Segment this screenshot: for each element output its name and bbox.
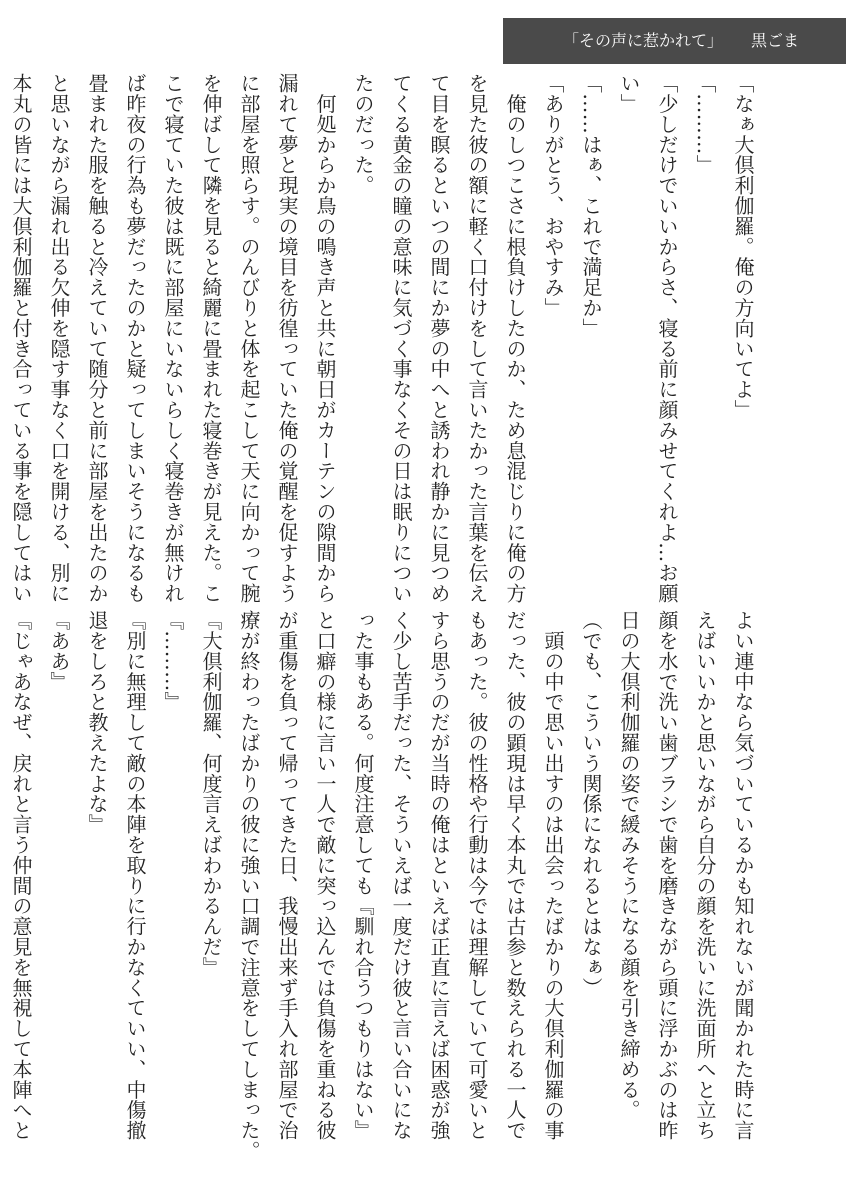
text-line: 「少しだけでいいからさ、寝る前に顔みせてくれよ…お願: [655, 73, 679, 604]
text-line: が重傷を負って帰ってきた日、我慢出来ず手入れ部屋で治: [275, 610, 299, 1141]
text-line: を伸ばして隣を見ると綺麗に畳まれた寝巻きが見えた。こ: [199, 73, 223, 604]
text-line: と思いながら漏れ出る欠伸を隠す事なく口を開ける、別に: [47, 73, 71, 604]
text-line: て目を瞑るといつの間にか夢の中へと誘われ静かに見つめ: [427, 73, 451, 604]
story-title: 「その声に惹かれて」: [563, 31, 724, 50]
text-line: 頭の中で思い出すのは出会ったばかりの大倶利伽羅の事: [541, 610, 565, 1141]
text-line: い」: [617, 73, 641, 114]
text-line: 『………』: [161, 610, 185, 712]
author-name: 黒ごま: [751, 31, 800, 50]
text-line: 本丸の皆には大倶利伽羅と付き合っている事を隠してはい: [9, 73, 33, 604]
text-line: よい連中なら気づいているかも知れないが聞かれた時に言: [731, 610, 755, 1141]
text-line: 『別に無理して敵の本陣を取りに行かなくていい、中傷撤: [123, 610, 147, 1141]
lower-text-block: [9, 610, 762, 1161]
text-line: 日の大倶利伽羅の姿で緩みそうになる顔を引き締める。: [617, 610, 641, 1120]
text-line: [0, 73, 2, 575]
text-line: 退をしろと教えたよな』: [85, 610, 109, 835]
text-line: 「………」: [693, 73, 717, 175]
text-line: こで寝ていた彼は既に部屋にいないらしく寝巻きが無けれ: [161, 73, 185, 604]
text-line: 「なぁ大倶利伽羅。俺の方向いてよ」: [731, 73, 755, 420]
text-line: 漏れて夢と現実の境目を彷徨っていた俺の覚醒を促すよう: [275, 73, 299, 604]
text-line: だった、彼の顕現は早く本丸では古参と数えられる一人で: [503, 610, 527, 1141]
text-line: 『ああ』: [47, 610, 71, 692]
text-line: 畳まれた服を触ると冷えていて随分と前に部屋を出たのか: [85, 73, 109, 604]
text-line: すら思うのだが当時の俺はといえば正直に言えば困惑が強: [427, 610, 451, 1141]
text-line: 何処からか鳥の鳴き声と共に朝日がカーテンの隙間から: [313, 73, 337, 604]
text-line: てくる黄金の瞳の意味に気づく事なくその日は眠りについ: [389, 73, 413, 604]
text-line: 療が終わったばかりの彼に強い口調で注意をしてしまった。: [237, 610, 261, 1161]
header-title-bar: [503, 18, 846, 64]
text-line: ば昨夜の行為も夢だったのかと疑ってしまいそうになるも: [123, 73, 147, 604]
text-line: 俺のしつこさに根負けしたのか、ため息混じりに俺の方: [503, 73, 527, 604]
text-line: えばいいかと思いながら自分の顔を洗いに洗面所へと立ち: [693, 610, 717, 1141]
text-line: に部屋を照らす。のんびりと体を起こして天に向かって腕: [237, 73, 261, 604]
text-line: [0, 610, 2, 1110]
text-line: 「……はぁ、これで満足か」: [579, 73, 603, 339]
text-line: 『大倶利伽羅、何度言えばわかるんだ』: [199, 610, 223, 978]
text-line: った事もある。何度注意しても『馴れ合うつもりはない』: [351, 610, 375, 1141]
text-line: たのだった。: [351, 73, 375, 196]
text-line: （でも、こういう関係になれるとはなぁ）: [579, 610, 603, 998]
text-line: 『じゃあなぜ、戻れと言う仲間の意見を無視して本陣へと: [9, 610, 33, 1141]
text-line: 「ありがとう、おやすみ」: [541, 73, 565, 318]
text-line: もあった。彼の性格や行動は今では理解していて可愛いと: [465, 610, 489, 1141]
upper-text-block: [9, 73, 762, 604]
text-line: と口癖の様に言い一人で敵に突っ込んでは負傷を重ねる彼: [313, 610, 337, 1141]
text-line: を見た彼の額に軽く口付けをして言いたかった言葉を伝え: [465, 73, 489, 604]
text-line: 顔を水で洗い歯ブラシで歯を磨きながら頭に浮かぶのは昨: [655, 610, 679, 1141]
text-line: く少し苦手だった、そういえば一度だけ彼と言い合いにな: [389, 610, 413, 1141]
